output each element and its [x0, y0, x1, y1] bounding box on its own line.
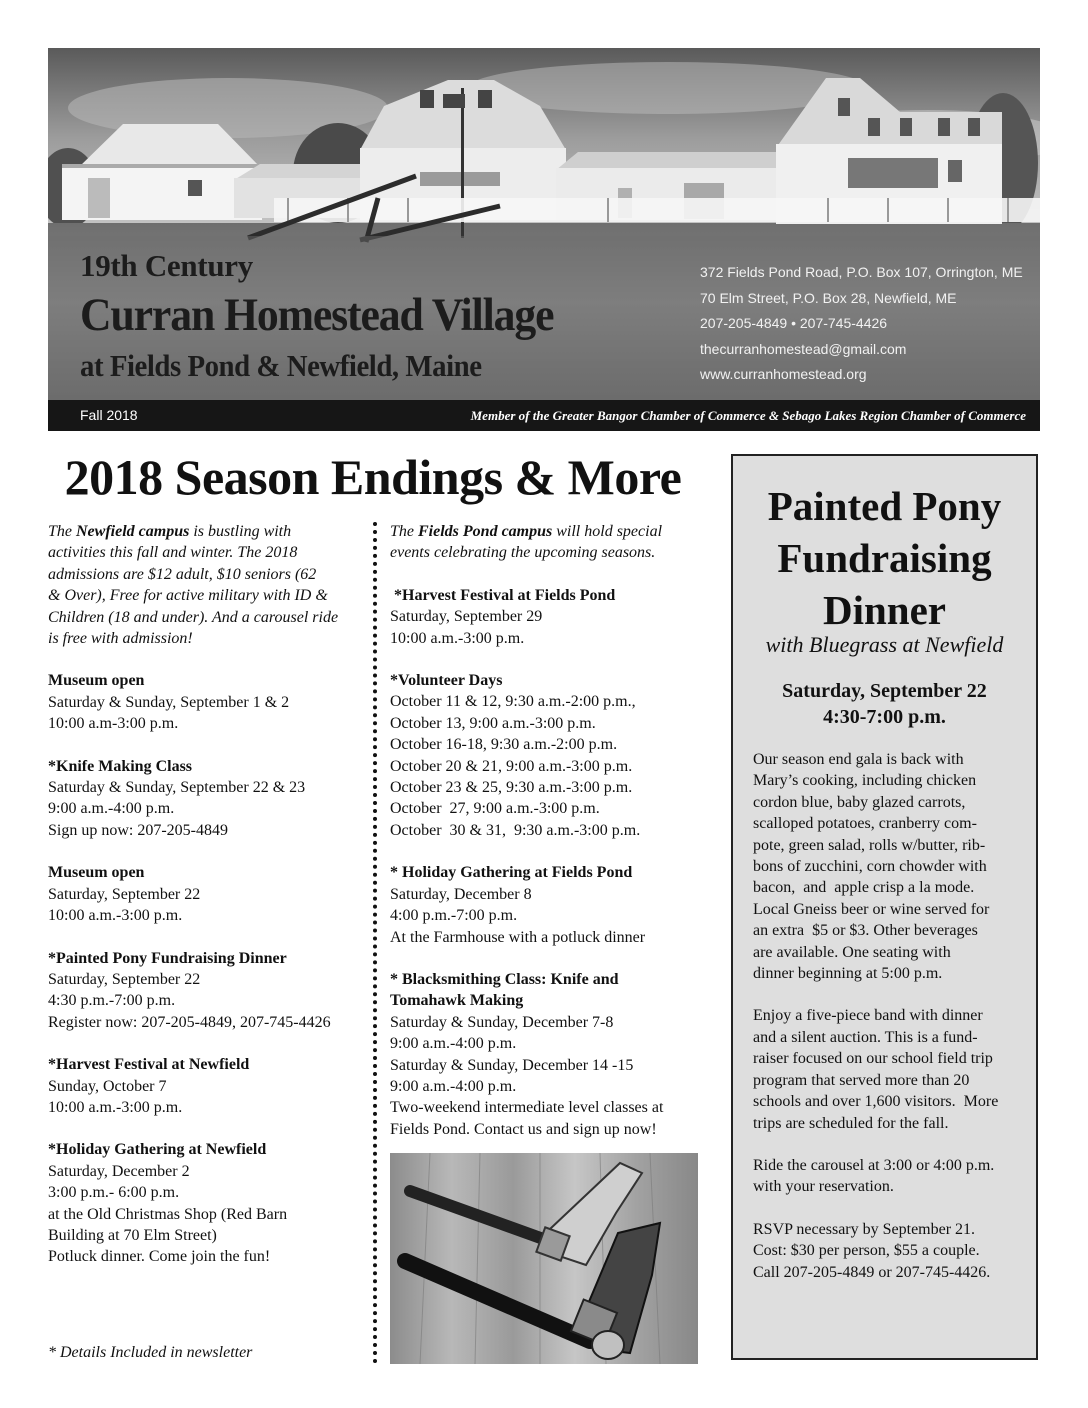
event-date: Saturday, September 29	[390, 608, 543, 626]
event-time: 10:00 a.m-3:00 p.m.	[48, 715, 179, 733]
intro-line: events celebrating the upcoming seasons.	[390, 544, 656, 562]
masthead	[48, 48, 1040, 431]
sidebar-title-line: Dinner	[823, 587, 946, 633]
text-line: cordon blue, baby glazed carrots,	[753, 793, 966, 811]
text-line: bacon, and apple crisp a la mode.	[753, 879, 975, 897]
event-time: 9:00 a.m.-4:00 p.m.	[390, 1035, 517, 1053]
text-line: RSVP necessary by September 21.	[753, 1220, 976, 1238]
event-date: October 30 & 31, 9:30 a.m.-3:00 p.m.	[390, 821, 641, 839]
event-museum-open-sept-22	[48, 862, 368, 926]
event-blacksmithing-class	[390, 969, 712, 1140]
sidebar-title-line: Fundraising	[777, 535, 992, 581]
contact-phones: 207-205-4849 • 207-745-4426	[700, 315, 888, 331]
event-title: *Volunteer Days	[390, 672, 503, 690]
fundraiser-paragraph	[753, 1005, 1025, 1133]
event-date: Saturday, December 2	[48, 1162, 190, 1180]
event-volunteer-days	[390, 670, 712, 841]
sidebar-date-line: Saturday, September 22	[782, 680, 987, 702]
event-time: 10:00 a.m.-3:00 p.m.	[390, 629, 525, 647]
event-date: Saturday, September 22	[48, 970, 201, 988]
intro-line: & Over), Free for active military with ID &	[48, 587, 328, 605]
intro-line: Children (18 and under). And a carousel ride	[48, 608, 339, 626]
sidebar-title-line: Painted Pony	[767, 483, 1002, 529]
event-title: *Harvest Festival at Fields Pond	[390, 586, 616, 604]
event-date: Saturday & Sunday, September 22 & 23	[48, 779, 306, 797]
event-note: Two-weekend intermediate level classes at	[390, 1099, 664, 1117]
event-harvest-festival-newfield	[48, 1054, 368, 1118]
text-line: Our season end gala is back with	[753, 751, 964, 768]
sidebar-body	[753, 749, 1025, 1304]
event-date: Saturday, December 8	[390, 885, 532, 903]
issue-label: Fall 2018	[80, 407, 138, 423]
fields-pond-column	[390, 521, 712, 1161]
event-painted-pony-dinner	[48, 948, 368, 1034]
masthead-location: at Fields Pond & Newfield, Maine	[80, 348, 482, 383]
fields-pond-intro	[390, 521, 712, 564]
event-date: October 11 & 12, 9:30 a.m.-2:00 p.m.,	[390, 693, 636, 711]
text-line: with your reservation.	[753, 1178, 894, 1196]
sidebar-title	[733, 480, 1036, 636]
text-line: scalloped potatoes, cranberry com-	[753, 815, 977, 833]
contact-website[interactable]: www.curranhomestead.org	[700, 366, 867, 382]
masthead-century: 19th Century	[80, 248, 253, 283]
menu-paragraph	[753, 749, 1025, 984]
event-note: Potluck dinner. Come join the fun!	[48, 1248, 271, 1266]
intro-campus-name: Newfield campus	[76, 523, 190, 540]
sidebar-date	[733, 678, 1036, 730]
event-title: * Blacksmithing Class: Knife and Tomahawk Making	[390, 970, 619, 1010]
masthead-title: Curran Homestead Village	[80, 289, 554, 341]
tomahawk-photo	[390, 1153, 698, 1364]
painted-pony-sidebar	[731, 454, 1038, 1360]
contact-address-orrington: 372 Fields Pond Road, P.O. Box 107, Orrington, ME	[700, 264, 1023, 280]
text-line: bons of zucchini, corn chowder with	[753, 858, 987, 876]
event-holiday-gathering-fields-pond	[390, 862, 712, 948]
text-line: schools and over 1,600 visitors. More	[753, 1093, 999, 1111]
text-line: Mary’s cooking, including chicken	[753, 772, 977, 790]
event-location: at the Old Christmas Shop (Red Barn	[48, 1205, 288, 1223]
text-line: Local Gneiss beer or wine served for	[753, 900, 990, 918]
intro-line: activities this fall and winter. The 2018	[48, 544, 298, 562]
event-location: Building at 70 Elm Street)	[48, 1226, 217, 1244]
event-date: October 23 & 25, 9:30 a.m.-3:00 p.m.	[390, 779, 633, 797]
event-time: 4:30 p.m.-7:00 p.m.	[48, 992, 176, 1010]
event-holiday-gathering-newfield	[48, 1139, 368, 1267]
event-title: * Holiday Gathering at Fields Pond	[390, 864, 633, 882]
page-headline: 2018 Season Endings & More	[64, 449, 682, 505]
sidebar-subtitle: with Bluegrass at Newfield	[765, 632, 1004, 657]
text-line: Cost: $30 per person, $55 a couple.	[753, 1242, 980, 1260]
event-register: Register now: 207-205-4849, 207-745-4426	[48, 1013, 331, 1031]
event-date: Saturday & Sunday, September 1 & 2	[48, 693, 290, 711]
column-divider	[373, 522, 377, 1364]
event-date: October 20 & 21, 9:00 a.m.-3:00 p.m.	[390, 757, 633, 775]
contact-block	[700, 260, 1030, 388]
event-date: October 16-18, 9:30 a.m.-2:00 p.m.	[390, 736, 618, 754]
text-line: raiser focused on our school field trip	[753, 1050, 993, 1068]
text-line: dinner beginning at 5:00 p.m.	[753, 965, 943, 983]
intro-campus-name: Fields Pond campus	[418, 523, 553, 540]
event-title: *Knife Making Class	[48, 757, 193, 775]
event-date: October 27, 9:00 a.m.-3:00 p.m.	[390, 800, 600, 818]
text-line: Enjoy a five-piece band with dinner	[753, 1007, 983, 1025]
event-time: 10:00 a.m.-3:00 p.m.	[48, 1098, 183, 1116]
event-date: Sunday, October 7	[48, 1077, 167, 1095]
newfield-column	[48, 521, 368, 1289]
event-time: 9:00 a.m.-4:00 p.m.	[390, 1077, 517, 1095]
event-signup: Sign up now: 207-205-4849	[48, 821, 228, 839]
event-title: *Holiday Gathering at Newfield	[48, 1141, 267, 1159]
event-time: 4:00 p.m.-7:00 p.m.	[390, 907, 518, 925]
event-time: 3:00 p.m.- 6:00 p.m.	[48, 1184, 180, 1202]
chamber-membership: Member of the Greater Bangor Chamber of Commerce & Sebago Lakes Region Chamber of Commerce	[470, 408, 1026, 423]
intro-line: is free with admission!	[48, 630, 193, 648]
intro-line: admissions are $12 adult, $10 seniors (62	[48, 565, 317, 583]
text-line: are available. One seating with	[753, 943, 951, 961]
text-line: pote, green salad, rolls w/butter, rib-	[753, 836, 986, 854]
event-knife-making-class	[48, 756, 368, 842]
event-date: October 13, 9:00 a.m.-3:00 p.m.	[390, 714, 596, 732]
intro-prefix: The	[48, 523, 76, 540]
event-title: *Harvest Festival at Newfield	[48, 1056, 250, 1074]
event-time: 9:00 a.m.-4:00 p.m.	[48, 800, 175, 818]
intro-line: is bustling with	[189, 523, 292, 540]
rsvp-paragraph	[753, 1219, 1025, 1283]
event-date: Saturday, September 22	[48, 885, 201, 903]
sidebar-time-line: 4:30-7:00 p.m.	[823, 706, 946, 728]
event-date: Saturday & Sunday, December 14 -15	[390, 1056, 634, 1074]
text-line: Ride the carousel at 3:00 or 4:00 p.m.	[753, 1156, 995, 1174]
text-line: and a silent auction. This is a fund-	[753, 1028, 978, 1046]
intro-prefix: The	[390, 523, 418, 540]
newfield-intro	[48, 521, 368, 649]
event-title: Museum open	[48, 864, 145, 882]
intro-line: will hold special	[552, 523, 663, 540]
event-location: At the Farmhouse with a potluck dinner	[390, 928, 646, 946]
event-harvest-festival-fields-pond	[390, 585, 712, 649]
event-date: Saturday & Sunday, December 7-8	[390, 1013, 614, 1031]
event-time: 10:00 a.m.-3:00 p.m.	[48, 907, 183, 925]
text-line: an extra $5 or $3. Other beverages	[753, 922, 978, 940]
text-line: trips are scheduled for the fall.	[753, 1114, 949, 1132]
contact-address-newfield: 70 Elm Street, P.O. Box 28, Newfield, ME	[700, 289, 957, 306]
footnote: * Details Included in newsletter	[48, 1344, 253, 1361]
event-title: Museum open	[48, 672, 145, 690]
masthead-bar	[48, 400, 1040, 431]
contact-email[interactable]: thecurranhomestead@gmail.com	[700, 340, 907, 357]
event-museum-open-sept-1	[48, 670, 368, 734]
text-line: Call 207-205-4849 or 207-745-4426.	[753, 1263, 991, 1281]
text-line: program that served more than 20	[753, 1071, 970, 1089]
event-note: Fields Pond. Contact us and sign up now!	[390, 1120, 657, 1138]
event-title: *Painted Pony Fundraising Dinner	[48, 949, 287, 967]
carousel-paragraph	[753, 1155, 1025, 1198]
